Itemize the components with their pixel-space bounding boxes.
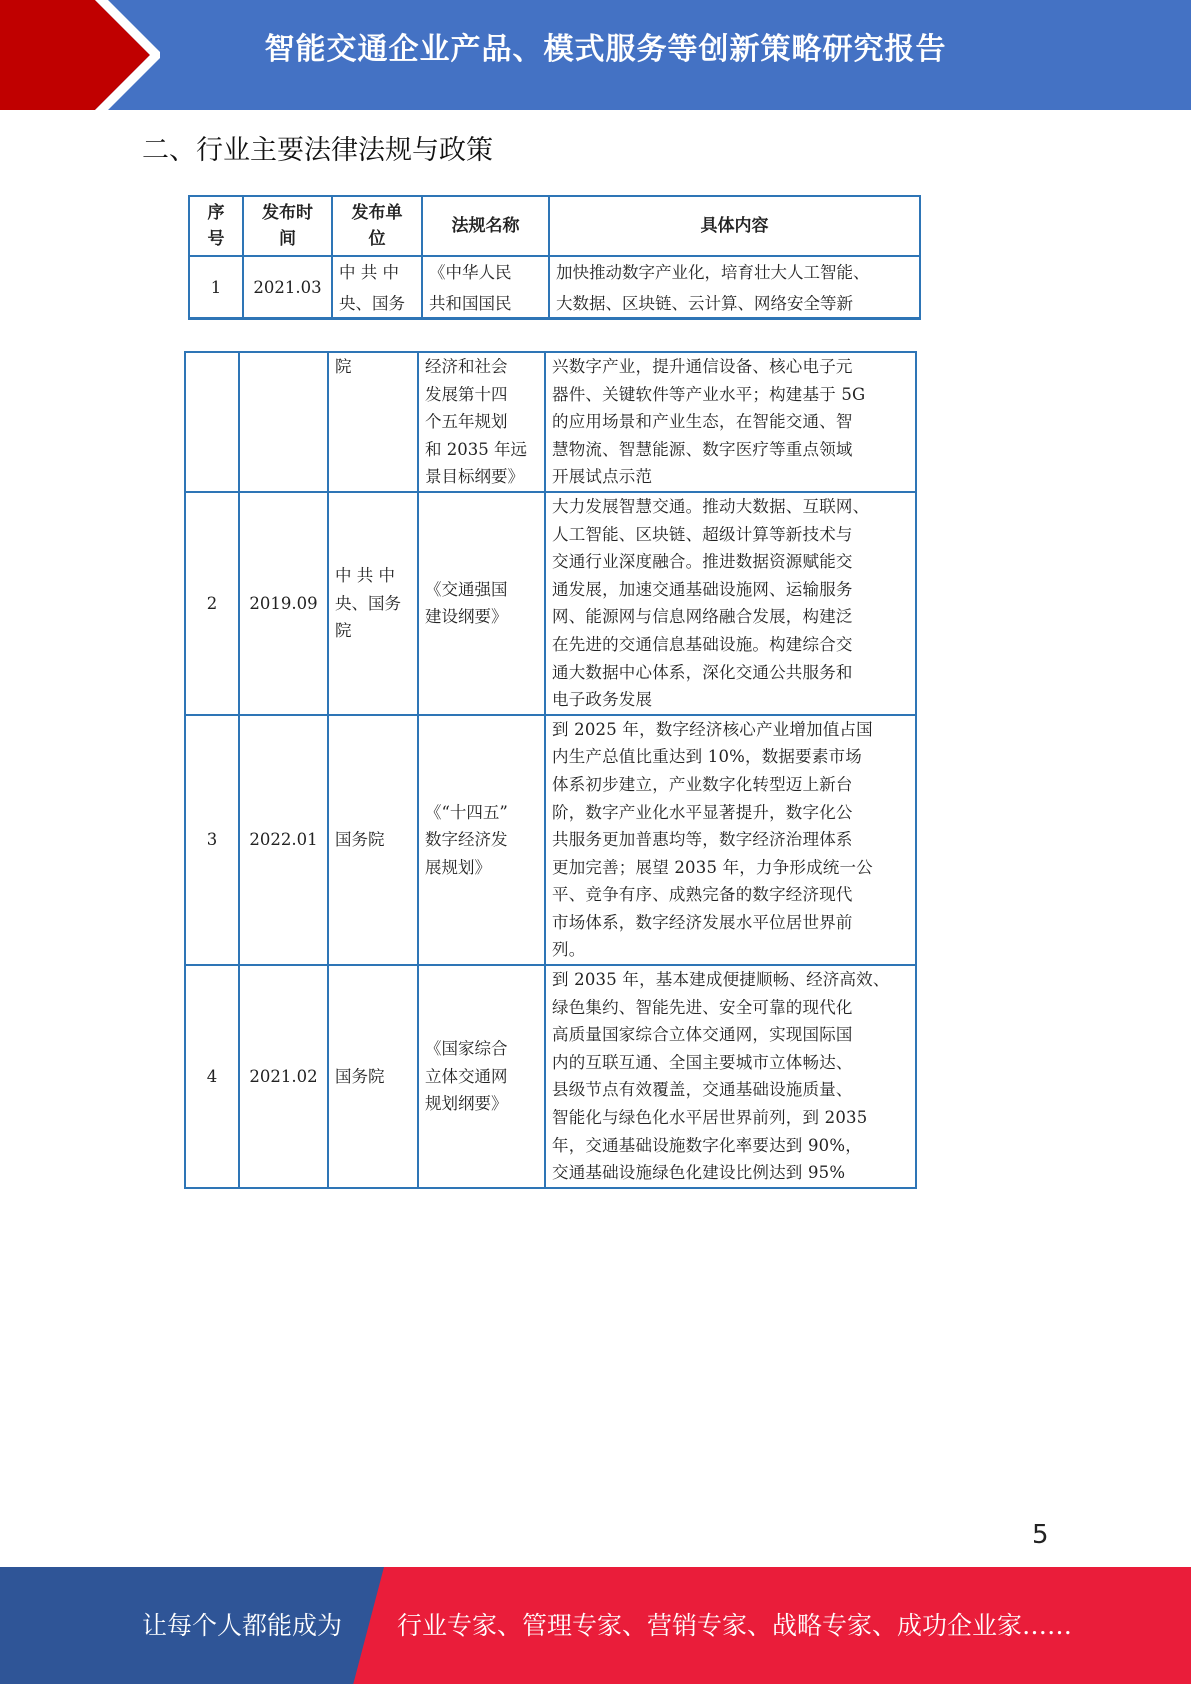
row-date: 2022.01	[239, 715, 328, 965]
row-unit: 中 共 中 央、国务	[332, 256, 422, 319]
regulations-table-part1	[188, 195, 921, 320]
regulations-table-part2	[184, 351, 917, 1189]
row-date	[239, 352, 328, 492]
row-date: 2021.03	[243, 256, 332, 319]
table-header-row	[189, 196, 920, 256]
table-row	[189, 256, 920, 319]
row-content: 兴数字产业，提升通信设备、核心电子元 器件、关键软件等产业水平；构建基于 5G 的应用场景和产业生态，在智能交通、智 慧物流、智慧能源、数字医疗等重点领域 开展试点示范	[545, 352, 916, 492]
row-name: 经济和社会 发展第十四 个五年规划 和 2035 年远 景目标纲要》	[418, 352, 545, 492]
header-cell-content: 具体内容	[549, 196, 920, 256]
row-name: 《“十四五” 数字经济发 展规划》	[418, 715, 545, 965]
footer-slogan-right: 行业专家、管理专家、营销专家、战略专家、成功企业家……	[397, 1611, 1073, 1640]
row-content: 到 2025 年，数字经济核心产业增加值占国 内生产总值比重达到 10%，数据要素市场 体系初步建立，产业数字化转型迈上新台 阶，数字产业化水平显著提升，数字化公 共服务更加普惠均等，数字经济治理体系 更加完善；展望 2035 年，力争形成统一公 平、竞争有序、成熟完备的数字经济现代 市场体系，数字经济发展水平位居世界前 列。	[545, 715, 916, 965]
page-number: 5	[1032, 1520, 1049, 1550]
page-footer	[0, 1567, 1191, 1684]
table-row	[185, 965, 916, 1188]
header-cell-unit: 发布单 位	[332, 196, 422, 256]
row-no: 4	[185, 965, 239, 1188]
row-no	[185, 352, 239, 492]
row-date: 2021.02	[239, 965, 328, 1188]
header-cell-date: 发布时 间	[243, 196, 332, 256]
report-title: 智能交通企业产品、模式服务等创新策略研究报告	[264, 32, 947, 67]
table-row	[185, 715, 916, 965]
row-unit: 国务院	[328, 965, 418, 1188]
section-heading: 二、行业主要法律法规与政策	[142, 135, 493, 166]
row-no: 3	[185, 715, 239, 965]
row-content: 到 2035 年，基本建成便捷顺畅、经济高效、 绿色集约、智能先进、安全可靠的现代化 高质量国家综合立体交通网，实现国际国 内的互联互通、全国主要城市立体畅达、 县级节点有效覆盖，交通基础设施质量、 智能化与绿色化水平居世界前列，到 2035 年，交通基础设施数字化率要达到 90%， 交通基础设施绿色化建设比例达到 95%	[545, 965, 916, 1188]
row-name: 《交通强国 建设纲要》	[418, 492, 545, 715]
footer-slogan-left: 让每个人都能成为	[142, 1611, 343, 1640]
row-date: 2019.09	[239, 492, 328, 715]
header-chevron-icon	[0, 0, 160, 110]
row-no: 1	[189, 256, 243, 319]
row-name: 《国家综合 立体交通网 规划纲要》	[418, 965, 545, 1188]
row-unit: 院	[328, 352, 418, 492]
page-header	[0, 0, 1191, 110]
row-content: 加快推动数字产业化，培育壮大人工智能、 大数据、区块链、云计算、网络安全等新	[549, 256, 920, 319]
header-cell-name: 法规名称	[422, 196, 549, 256]
row-content: 大力发展智慧交通。推动大数据、互联网、 人工智能、区块链、超级计算等新技术与 交通行业深度融合。推进数据资源赋能交 通发展，加速交通基础设施网、运输服务 网、能源网与信息网络融合发展，构建泛 在先进的交通信息基础设施。构建综合交 通大数据中心体系，深化交通公共服务和 电子政务发展	[545, 492, 916, 715]
row-name: 《中华人民 共和国国民	[422, 256, 549, 319]
row-unit: 中 共 中 央、国务 院	[328, 492, 418, 715]
row-no: 2	[185, 492, 239, 715]
header-cell-no: 序 号	[189, 196, 243, 256]
row-unit: 国务院	[328, 715, 418, 965]
table-row	[185, 492, 916, 715]
table-row	[185, 352, 916, 492]
